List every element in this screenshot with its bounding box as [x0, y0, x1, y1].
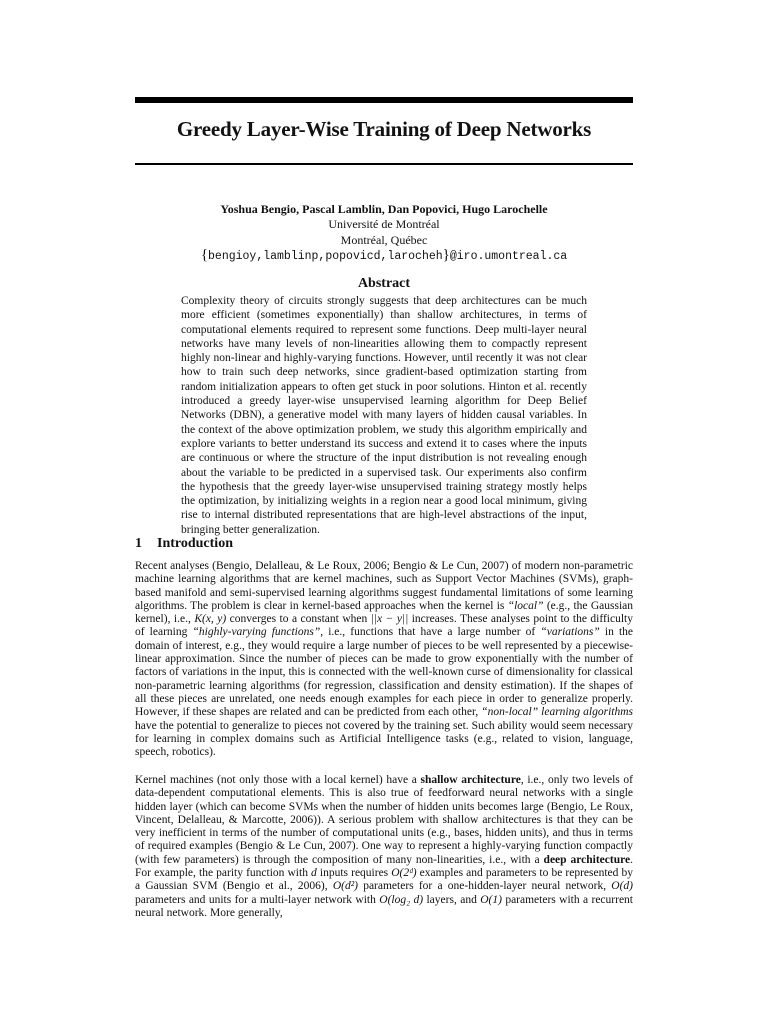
text-run: parameters and units for a multi-layer network with [135, 893, 380, 906]
email-brace-close: } [442, 247, 450, 264]
math-d: d [311, 867, 317, 880]
text-run: in the domain of interest, e.g., they would require a large number of pieces to be well represented by a piecewise-linear approximation. Since the number of pieces can be made to grow exponentially with the number of factors of variations in the input, this is connected with the well-known curse of dimensionality for classical non-parametric learning algorithms (for regression, classification and density estimation). If the shapes of all these pieces are unrelated, one needs enough examples for each piece in order to generalize properly. However, if these shapes are related and can be predicted from each other, [135, 626, 634, 719]
section-number: 1 [135, 536, 142, 551]
text-run: (e.g., the Gaussian kernel), i.e., [135, 599, 633, 626]
abstract-heading: Abstract [357, 276, 411, 291]
math-o-log: O(log₂ d) [379, 893, 424, 906]
bold-deep-architecture: deep architecture [543, 853, 631, 866]
text-run: converges to a constant when [226, 613, 371, 626]
section-title: Introduction [157, 536, 233, 551]
text-run: inputs requires [316, 867, 392, 880]
text-run: examples and parameters to be represented by a Gaussian SVM (Bengio et al., 2006), [135, 867, 633, 893]
text-run: , i.e., functions that have a large number of [320, 626, 541, 639]
emphasis-variations: “variations” [540, 626, 600, 639]
email-users: bengioy,lamblinp,popovicd,larocheh [208, 250, 443, 264]
email-domain: @iro.umontreal.ca [449, 250, 568, 264]
title-bottom-rule [135, 163, 633, 165]
text-run: layers, and [423, 893, 481, 906]
math-norm: ||x − y|| [370, 613, 409, 626]
text-run: parameters for a one-hidden-layer neural network, [357, 880, 612, 893]
section-heading [135, 536, 233, 552]
math-o-1: O(1) [480, 893, 502, 906]
author-names: Yoshua Bengio, Pascal Lamblin, Dan Popovici, Hugo Larochelle [220, 202, 548, 216]
math-kernel: K(x, y) [194, 613, 227, 626]
author-emails [135, 248, 633, 264]
math-o-d: O(d) [611, 880, 634, 893]
bold-shallow-architecture: shallow architecture [420, 774, 521, 786]
intro-paragraph-1 [135, 560, 633, 759]
location: Montréal, Québec [340, 232, 428, 247]
math-o-2d: O(2ᵈ) [391, 867, 417, 880]
text-run: parameters with a recurrent neural network. More generally, [135, 893, 633, 919]
author-block [135, 202, 633, 265]
title-top-rule [135, 97, 633, 103]
text-run: have the potential to generalize to pieces not covered by the training set. Such ability would seem necessary for learning in complex domains such as Artificial Intelligence tasks (e.g., related to vision, language, speech, robotics). [135, 719, 633, 759]
text-run: , i.e., only two levels of data-dependent computational elements. This is also true of feedforward neural networks with a single hidden layer (which can become SVMs when the number of hidden units becomes large (Bengio, Le Roux, Vincent, Delalleau, & Marcotte, 2006)). A serious problem with shallow architectures is that they can be very inefficient in terms of the number of computational units (e.g., bases, hidden units), and thus in terms of required examples (Bengio & Le Cun, 2007). One way to represent a highly-varying function compactly (with few parameters) is through the composition of many non-linearities, i.e., with a [135, 774, 634, 866]
emphasis-local: “local” [507, 599, 544, 612]
text-run: . For example, the parity function with [135, 853, 633, 880]
email-brace-open: { [200, 247, 209, 264]
paper-title: Greedy Layer-Wise Training of Deep Networks [176, 117, 592, 141]
intro-paragraph-2 [135, 774, 633, 920]
emphasis-non-local: “non-local” learning algorithms [481, 706, 633, 719]
math-o-d2: O(d²) [332, 880, 358, 893]
abstract-text: Complexity theory of circuits strongly suggests that deep architectures can be much more efficient (sometimes exponentially) than shallow architectures, in terms of computational elements required to represent some functions. Deep multi-layer neural networks have many levels of non-linearities allowing them to compactly represent highly non-linear and highly-varying functions. However, until recently it was not clear how to train such deep networks, since gradient-based optimization starting from random initialization appears to often get stuck in poor solutions. Hinton et al. recently introduced a greedy layer-wise unsupervised learning algorithm for Deep Belief Networks (DBN), a generative model with many layers of hidden causal variables. In the context of the above optimization problem, we study this algorithm empirically and explore variants to better understand its success and extend it to cases where the inputs are continuous or where the structure of the input distribution is not revealing enough about the variable to be predicted in a supervised task. Our experiments also confirm the hypothesis that the greedy layer-wise unsupervised training strategy mostly helps the optimization, by initializing weights in a region near a good local minimum, giving rise to internal distributed representations that are high-level abstractions of the input, bringing better generalization. [181, 295, 587, 536]
text-run: increases. These analyses point to the difficulty of learning [135, 613, 633, 639]
text-run: Kernel machines (not only those with a local kernel) have a [135, 774, 421, 786]
emphasis-highly-varying: “highly-varying functions” [192, 626, 321, 639]
text-run: Recent analyses (Bengio, Delalleau, & Le Roux, 2006; Bengio & Le Cun, 2007) of modern non-parametric machine learning algorithms that are kernel machines, such as Support Vector Machines (SVMs), graph-based manifold and semi-supervised learning algorithms suggest fundamental limitations of some learning algorithms. The problem is clear in kernel-based approaches when the kernel is [135, 560, 633, 612]
affiliation: Université de Montréal [328, 217, 440, 232]
